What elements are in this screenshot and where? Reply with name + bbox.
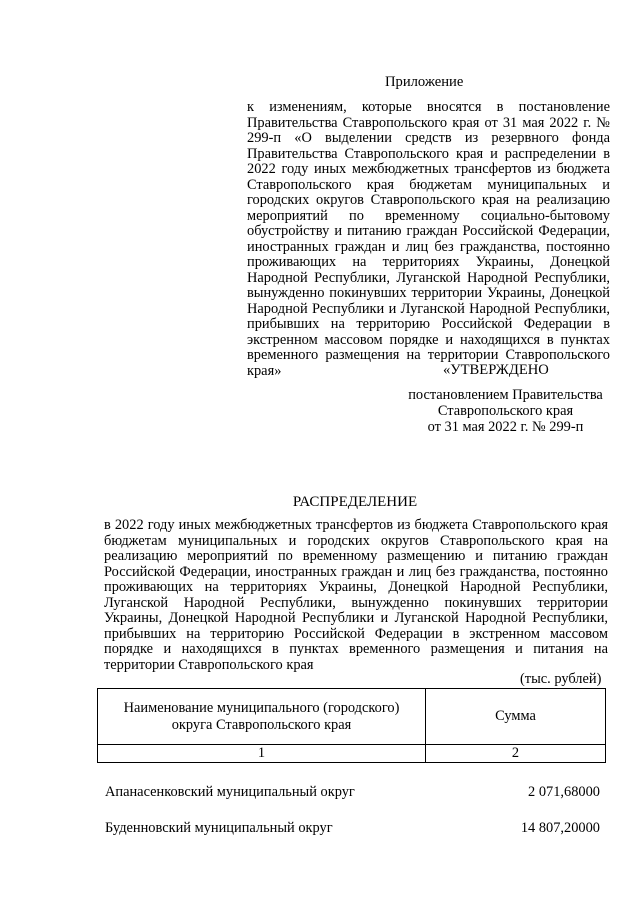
distribution-table	[97, 688, 606, 763]
appendix-title: Приложение	[385, 74, 464, 90]
header-name-cell	[98, 689, 426, 745]
approved-line-2: Ставропольского края	[437, 403, 574, 419]
column-number-1: 1	[98, 745, 426, 763]
table-column-number-row	[98, 745, 606, 763]
approved-title: «УТВЕРЖДЕНО	[443, 362, 549, 378]
units-label: (тыс. рублей)	[520, 671, 602, 687]
distribution-title: РАСПРЕДЕЛЕНИЕ	[292, 494, 418, 510]
table-header-row	[98, 689, 606, 745]
approved-block	[398, 387, 613, 435]
approved-line-1: постановлением Правительства	[408, 387, 603, 403]
table-row	[105, 784, 600, 801]
approved-line-3: от 31 мая 2022 г. № 299-п	[427, 419, 584, 435]
district-amount: 14 807,20000	[520, 820, 600, 836]
table-row	[105, 820, 600, 837]
header-sum-cell: Сумма	[426, 689, 606, 745]
header-name-line-2: округа Ставропольского края	[171, 716, 352, 733]
column-number-2: 2	[426, 745, 606, 763]
district-name: Буденновский муниципальный округ	[105, 820, 333, 836]
district-amount: 2 071,68000	[528, 784, 600, 800]
district-name: Апанасенковский муниципальный округ	[105, 784, 355, 800]
appendix-text: к изменениям, которые вносятся в постановление Правительства Ставропольского края от 31 мая 2022 г. № 299-п «О выделении средств из резервного фонда Правительства Ставропольского края и распределении в 2022 году иных межбюджетных трансфертов из бюджета Ставропольского края бюджетам муниципальных и городских округов Ставропольского края на реализацию мероприятий по временному социально-бытовому обустройству и питанию граждан Российской Федерации, иностранных граждан и лиц без гражданства, постоянно проживающих на территориях Украины, Донецкой Народной Республики, Луганской Народной Республики, вынужденно покинувших территории Украины, Донецкой Народной Республики и Луганской Народной Республики, прибывших на территорию Российской Федерации в экстренном массовом порядке и находящихся в пунктах временного размещения на территории Ставропольского края»	[247, 99, 610, 379]
distribution-text: в 2022 году иных межбюджетных трансфертов из бюджета Ставропольского края бюджетам муниципальных и городских округов Ставропольского края на реализацию мероприятий по временному размещению и питанию граждан Российской Федерации, иностранных граждан и лиц без гражданства, постоянно проживающих на территориях Украины, Донецкой Народной Республики, Луганской Народной Республики, вынужденно покинувших территории Украины, Донецкой Народной Республики и Луганской Народной Республики, прибывших на территорию Российской Федерации в экстренном массовом порядке и находящихся в пунктах временного размещения и питания на территории Ставропольского края	[104, 517, 608, 673]
header-name-line-1: Наименование муниципального (городского)	[123, 699, 400, 716]
